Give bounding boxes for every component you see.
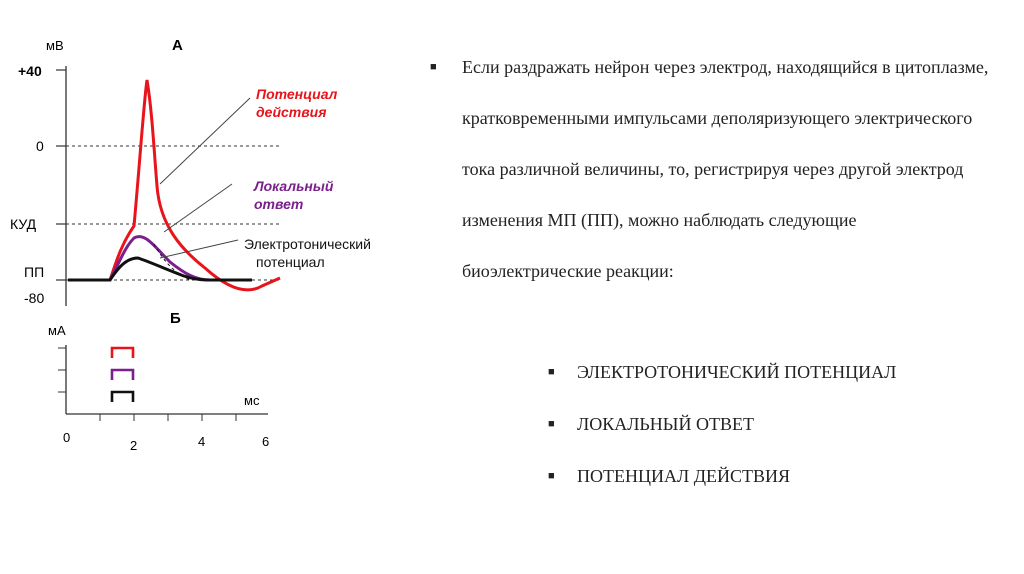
label-local-response-1: Локальный <box>254 178 334 194</box>
stimulus-pulse-black <box>112 392 133 402</box>
reaction-types-list <box>548 346 1008 502</box>
x-tick-6: 6 <box>262 434 270 449</box>
x-unit-ms: мс <box>244 393 260 408</box>
label-action-potential-1: Потенциал <box>256 86 338 102</box>
main-bullet <box>428 42 998 297</box>
list-item <box>548 346 1008 398</box>
action-potential-curve <box>68 80 280 290</box>
y-label-minus80: -80 <box>24 290 45 306</box>
bullet-square-icon: ■ <box>548 470 555 482</box>
y-label-rest: ПП <box>24 264 45 280</box>
x-tick-2: 2 <box>130 438 138 453</box>
sub-item-electrotonic: ЭЛЕКТРОТОНИЧЕСКИЙ ПОТЕНЦИАЛ <box>577 362 897 382</box>
main-bullet-text: Если раздражать нейрон через электрод, находящийся в цитоплазме, кратковременными импульсами деполяризующего электрического тока различной величины, то, регистрируя через другой электрод изменения МП (ПП), можно наблюдать следующие биоэлектрические реакции: <box>462 57 989 281</box>
label-action-potential-2: действия <box>256 104 327 120</box>
y-label-threshold: КУД <box>10 216 37 232</box>
sub-item-local-response: ЛОКАЛЬНЫЙ ОТВЕТ <box>577 414 754 434</box>
stimulus-pulse-red <box>112 348 133 358</box>
x-tick-0: 0 <box>63 430 71 445</box>
bullet-square-icon: ■ <box>548 418 555 430</box>
label-local-response-2: ответ <box>254 196 304 212</box>
panel-a-label: А <box>172 37 183 54</box>
list-item <box>548 398 1008 450</box>
y-label-zero: 0 <box>36 138 44 154</box>
y-unit-ma: мА <box>48 323 66 338</box>
panel-b-label: Б <box>170 310 181 327</box>
list-item <box>548 450 1008 502</box>
sub-item-action-potential: ПОТЕНЦИАЛ ДЕЙСТВИЯ <box>577 466 790 486</box>
stimulus-pulse-purple <box>112 370 133 380</box>
bullet-square-icon: ■ <box>548 366 555 378</box>
pointer-electrotonic <box>160 240 238 258</box>
electrotonic-curve <box>68 258 252 280</box>
main-bullet-list <box>428 42 998 297</box>
label-electrotonic-1: Электротонический <box>244 236 371 252</box>
y-unit-mv: мВ <box>46 38 64 53</box>
pointer-action-potential <box>160 98 250 184</box>
membrane-potential-figure <box>0 0 420 574</box>
bullet-square-icon: ■ <box>430 61 437 73</box>
y-label-plus40: +40 <box>18 63 42 79</box>
label-electrotonic-2: потенциал <box>256 254 325 270</box>
x-tick-4: 4 <box>198 434 206 449</box>
pointer-local-response <box>164 184 232 232</box>
